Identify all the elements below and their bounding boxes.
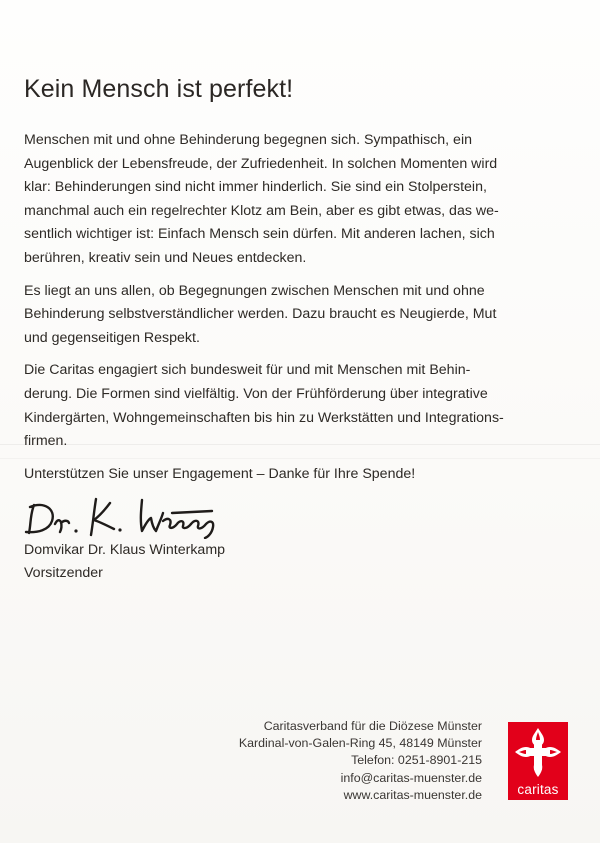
body-line: Behinderung selbstverständlicher werden. Dazu braucht es Neugierde, Mut bbox=[24, 306, 497, 323]
body-line: klar: Behinderungen sind nicht immer hinderlich. Sie sind ein Stolperstein, bbox=[24, 179, 487, 196]
paragraph-closing bbox=[24, 463, 580, 487]
paragraph-3 bbox=[24, 359, 580, 453]
paragraph-2 bbox=[24, 280, 580, 351]
signatory-name: Domvikar Dr. Klaus Winterkamp bbox=[24, 542, 226, 558]
body-line: Kindergärten, Wohngemeinschaften bis hin zu Werkstätten und Integrations- bbox=[24, 409, 504, 426]
body-line: Die Caritas engagiert sich bundesweit für und mit Menschen mit Behin- bbox=[24, 362, 471, 379]
body-line: manchmal auch ein regelrechter Klotz am Bein, aber es gibt etwas, das we- bbox=[24, 202, 499, 219]
website-link[interactable]: www.caritas-muenster.de bbox=[343, 787, 482, 802]
signatory-role: Vorsitzender bbox=[24, 565, 103, 581]
handwritten-signature bbox=[22, 491, 237, 539]
body-line: Augenblick der Lebensfreude, der Zufriedenheit. In solchen Momenten wird bbox=[24, 155, 498, 172]
paragraph-1 bbox=[24, 129, 580, 271]
signatory-block bbox=[24, 539, 225, 585]
caritas-logo bbox=[508, 722, 568, 800]
body-line: derung. Die Formen sind vielfältig. Von der Frühförderung über integrative bbox=[24, 385, 488, 402]
phone-number: Telefon: 0251-8901-215 bbox=[351, 753, 482, 768]
body-line: Menschen mit und ohne Behinderung begegnen sich. Sympathisch, ein bbox=[24, 132, 472, 148]
caritas-flame-cross-icon bbox=[508, 722, 568, 782]
postal-address: Kardinal-von-Galen-Ring 45, 48149 Münster bbox=[238, 736, 482, 751]
organization-name: Caritasverband für die Diözese Münster bbox=[263, 719, 482, 733]
body-line: firmen. bbox=[24, 433, 68, 450]
body-line: Unterstützen Sie unser Engagement – Danke für Ihre Spende! bbox=[24, 465, 416, 482]
body-line: Es liegt an uns allen, ob Begegnungen zwischen Menschen mit und ohne bbox=[24, 282, 485, 299]
letter-body bbox=[24, 129, 580, 495]
body-line: und gegenseitigen Respekt. bbox=[24, 329, 200, 346]
body-line: berühren, kreativ sein und Neues entdecken. bbox=[24, 249, 307, 266]
letter-title: Kein Mensch ist perfekt! bbox=[24, 75, 294, 103]
body-line: sentlich wichtiger ist: Einfach Mensch sein dürfen. Mit anderen lachen, sich bbox=[24, 226, 495, 243]
logo-wordmark: caritas bbox=[517, 782, 559, 797]
email-address[interactable]: info@caritas-muenster.de bbox=[340, 770, 482, 785]
contact-block bbox=[239, 718, 482, 804]
